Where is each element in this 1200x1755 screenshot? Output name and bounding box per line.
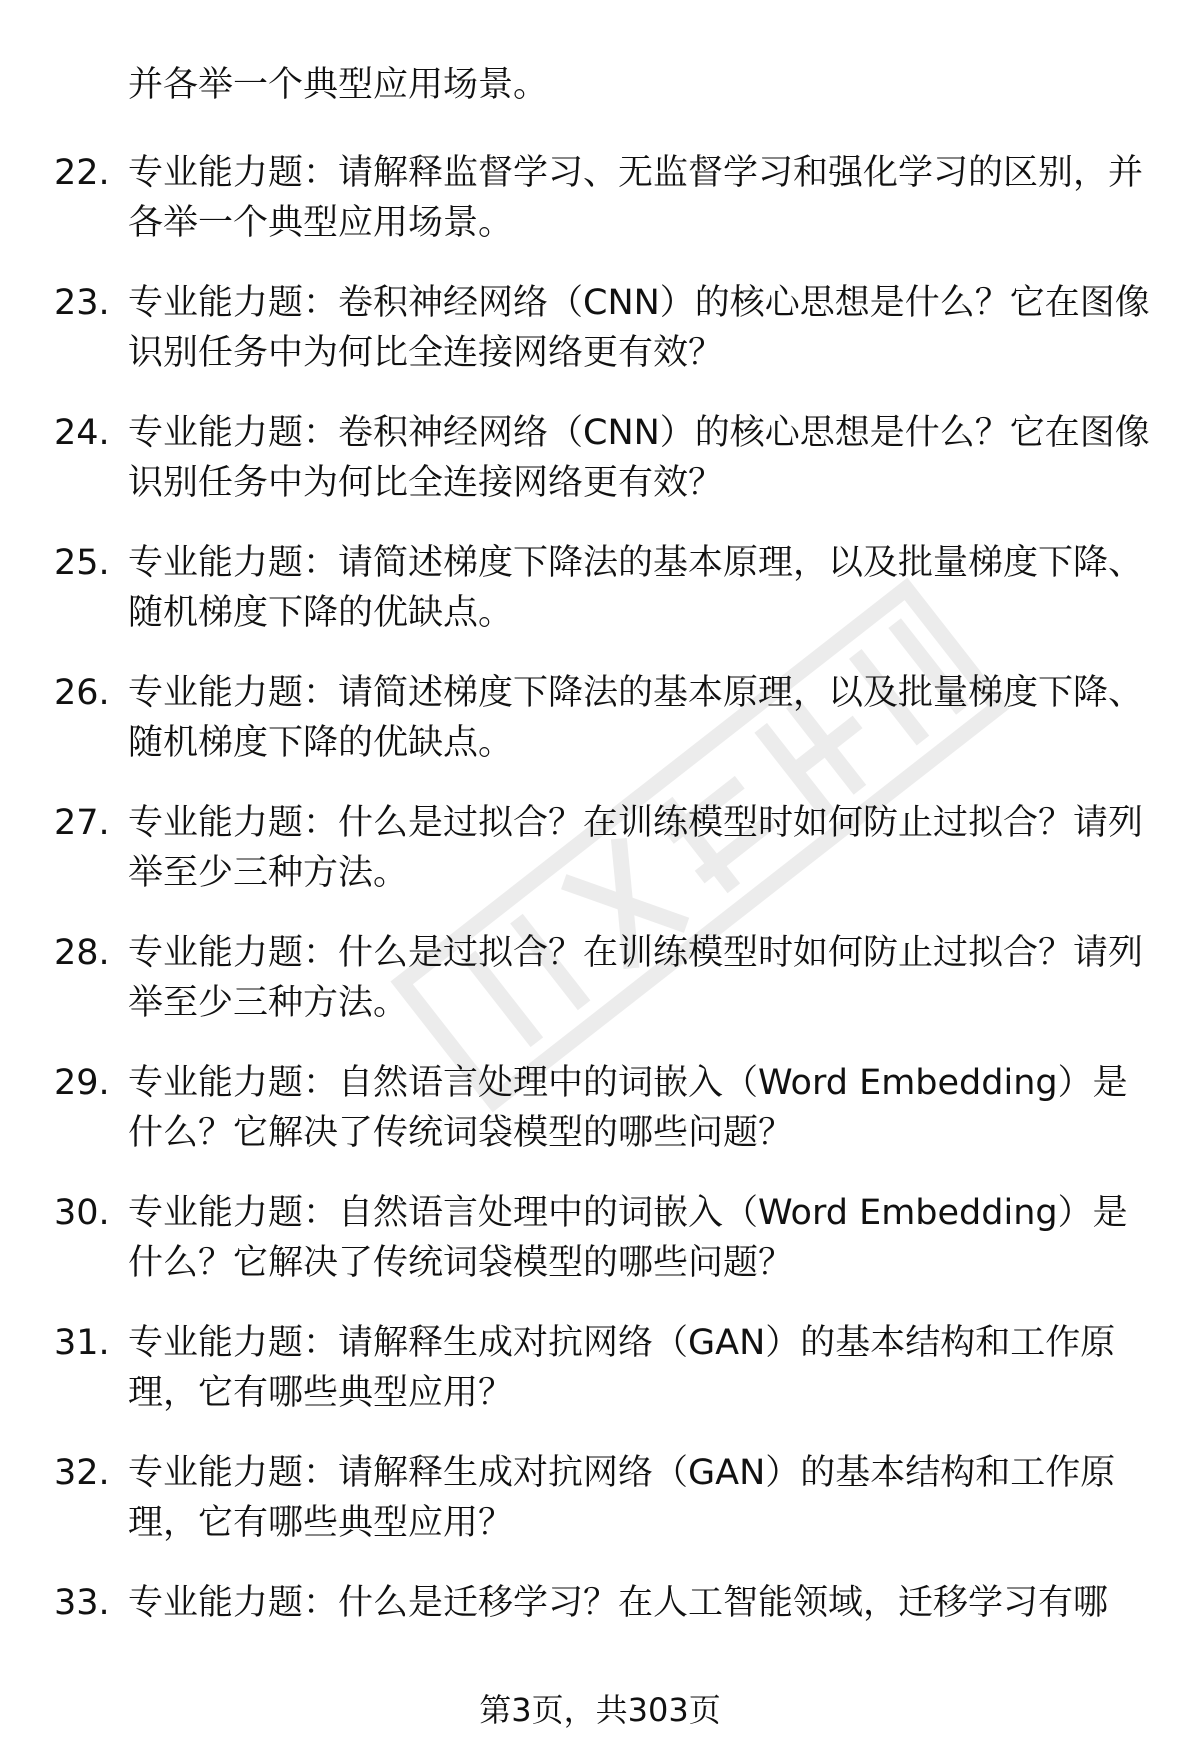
- list-item: [0, 278, 1200, 374]
- item-text: 专业能力题：请解释生成对抗网络（GAN）的基本结构和工作原理，它有哪些典型应用？: [128, 1453, 1116, 1543]
- item-text: 专业能力题：卷积神经网络（CNN）的核心思想是什么？它在图像识别任务中为何比全连接网络更有效？: [128, 413, 1150, 503]
- list-item: [0, 408, 1200, 504]
- list-item: [0, 1318, 1200, 1414]
- item-text: 专业能力题：请解释监督学习、无监督学习和强化学习的区别，并各举一个典型应用场景。: [128, 153, 1144, 243]
- item-number: 26.: [54, 673, 110, 713]
- item-number: 25.: [54, 543, 110, 583]
- list-item: [0, 1578, 1200, 1674]
- item-text: 专业能力题：卷积神经网络（CNN）的核心思想是什么？它在图像识别任务中为何比全连接网络更有效？: [128, 283, 1150, 373]
- item-number: 32.: [54, 1453, 110, 1493]
- list-item: [0, 1448, 1200, 1544]
- item-number: 29.: [54, 1063, 110, 1103]
- item-number: 27.: [54, 803, 110, 843]
- item-number: 22.: [54, 153, 110, 193]
- item-number: 31.: [54, 1323, 110, 1363]
- item-number: 30.: [54, 1193, 110, 1233]
- item-number: 28.: [54, 933, 110, 973]
- item-text: 专业能力题：自然语言处理中的词嵌入（Word Embedding）是什么？它解决了传统词袋模型的哪些问题？: [128, 1063, 1128, 1153]
- item-text: 专业能力题：请简述梯度下降法的基本原理，以及批量梯度下降、随机梯度下降的优缺点。: [128, 543, 1144, 633]
- page-footer: 第3页，共303页: [479, 1691, 721, 1729]
- item-number: 23.: [54, 283, 110, 323]
- item-text: 专业能力题：自然语言处理中的词嵌入（Word Embedding）是什么？它解决了传统词袋模型的哪些问题？: [128, 1193, 1128, 1283]
- item-text: 专业能力题：请解释生成对抗网络（GAN）的基本结构和工作原理，它有哪些典型应用？: [128, 1323, 1116, 1413]
- list-item: [0, 668, 1200, 764]
- list-item: [0, 1188, 1200, 1284]
- list-item: [0, 538, 1200, 634]
- list-item: [0, 1058, 1200, 1154]
- item-text: 专业能力题：什么是过拟合？在训练模型时如何防止过拟合？请列举至少三种方法。: [128, 803, 1144, 893]
- item-text: 专业能力题：请简述梯度下降法的基本原理，以及批量梯度下降、随机梯度下降的优缺点。: [128, 673, 1144, 763]
- continuation-text: 并各举一个典型应用场景。: [128, 65, 549, 105]
- item-text: 专业能力题：什么是过拟合？在训练模型时如何防止过拟合？请列举至少三种方法。: [128, 933, 1144, 1023]
- item-text: 专业能力题：什么是迁移学习？在人工智能领域，迁移学习有哪: [128, 1583, 1109, 1623]
- item-number: 24.: [54, 413, 110, 453]
- list-item: [0, 148, 1200, 244]
- list-item: [0, 798, 1200, 894]
- question-list: [0, 148, 1200, 1708]
- item-number: 33.: [54, 1583, 110, 1623]
- list-item: [0, 928, 1200, 1024]
